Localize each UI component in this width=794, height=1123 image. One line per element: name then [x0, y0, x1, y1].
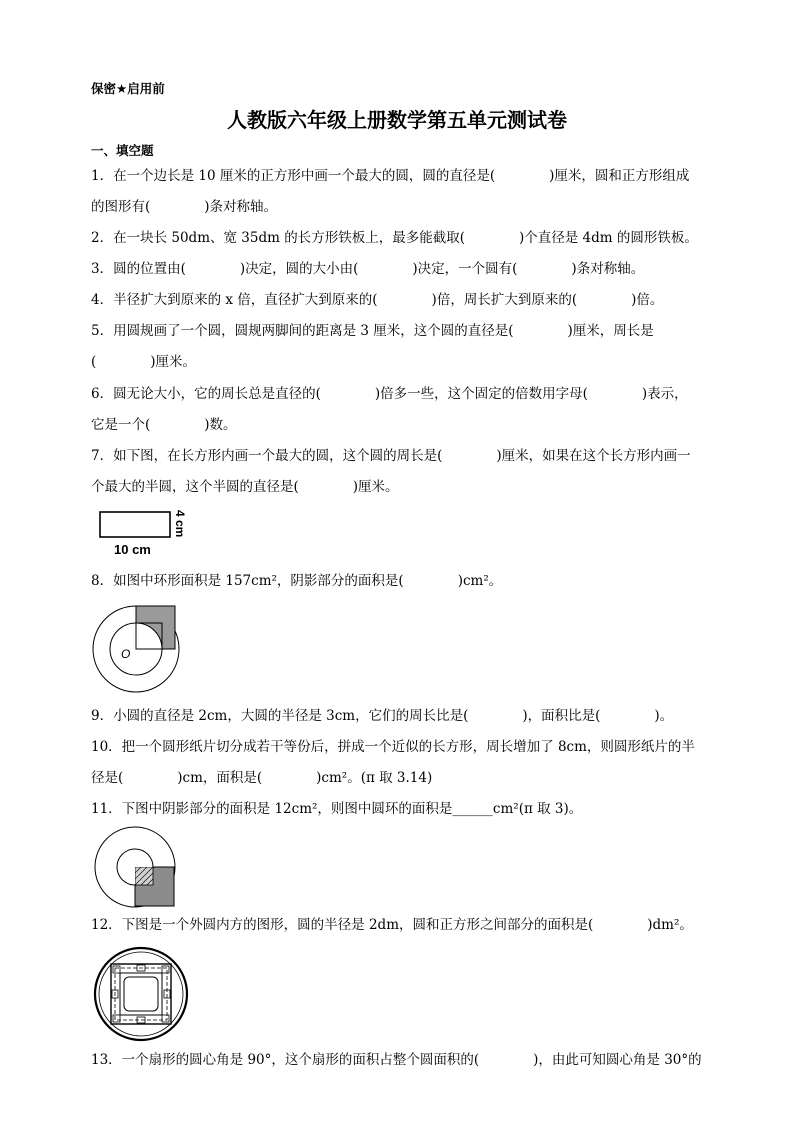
ornament-corner	[162, 966, 169, 973]
question-6-line-2: 它是一个( )数。	[91, 417, 237, 433]
question-1-line-1: 1．在一个边长是 10 厘米的正方形中画一个最大的圆，圆的直径是( )厘米，圆和正方形组成	[91, 168, 690, 184]
question-4: 4．半径扩大到原来的 x 倍，直径扩大到原来的( )倍，周长扩大到原来的( )倍。	[91, 292, 664, 308]
question-5-line-2: ( )厘米。	[91, 354, 197, 370]
rectangle-figure	[96, 506, 196, 558]
question-3: 3．圆的位置由( )决定，圆的大小由( )决定，一个圆有( )条对称轴。	[91, 261, 645, 277]
ring-figure	[90, 826, 180, 908]
question-5-line-1: 5．用圆规画了一个圆，圆规两脚间的距离是 3 厘米，这个圆的直径是( )厘米，周长是	[91, 323, 654, 339]
ornament-corner	[113, 1015, 120, 1022]
ornament-center	[124, 977, 158, 1011]
rectangle-width-label: 10 cm	[114, 542, 151, 557]
ornament-corner	[162, 1015, 169, 1022]
question-9: 9．小圆的直径是 2cm，大圆的半径是 3cm，它们的周长比是( )，面积比是( )。	[91, 708, 674, 724]
question-12: 12．下图是一个外圆内方的图形，圆的半径是 2dm，圆和正方形之间部分的面积是( )dm²。	[91, 917, 693, 933]
ornament-corner	[113, 966, 120, 973]
circle-square-figure	[93, 946, 189, 1042]
question-7-line-1: 7．如下图，在长方形内画一个最大的圆，这个圆的周长是( )厘米，如果在这个长方形内画一	[91, 448, 691, 464]
page-title: 人教版六年级上册数学第五单元测试卷	[227, 108, 567, 132]
question-8: 8．如图中环形面积是 157cm²，阴影部分的面积是( )cm²。	[91, 573, 503, 589]
rectangle-shape	[100, 512, 170, 537]
question-7-line-2: 个最大的半圆，这个半圆的直径是( )厘米。	[91, 479, 399, 495]
question-10-line-1: 10．把一个圆形纸片切分成若干等份后，拼成一个近似的长方形，周长增加了 8cm，则圆形纸片的半	[91, 739, 695, 755]
rectangle-height-label: 4 cm	[173, 510, 187, 538]
question-11: 11．下图中阴影部分的面积是 12cm²，则图中圆环的面积是______cm²(π 取 3)。	[91, 801, 583, 817]
section-heading: 一、填空题	[91, 143, 154, 158]
annulus-figure	[90, 603, 182, 695]
center-label: O	[121, 647, 131, 661]
question-13: 13．一个扇形的圆心角是 90°，这个扇形的面积占整个圆面积的( )，由此可知圆心角是 30°的	[91, 1052, 702, 1068]
question-2: 2．在一块长 50dm、宽 35dm 的长方形铁板上，最多能截取( )个直径是 4dm 的圆形铁板。	[91, 230, 698, 246]
question-6-line-1: 6．圆无论大小，它的周长总是直径的( )倍多一些，这个固定的倍数用字母( )表示，	[91, 386, 688, 402]
confidential-mark: 保密★启用前	[91, 81, 165, 96]
question-10-line-2: 径是( )cm，面积是( )cm²。(π 取 3.14)	[91, 770, 433, 786]
question-1-line-2: 的图形有( )条对称轴。	[91, 199, 278, 215]
